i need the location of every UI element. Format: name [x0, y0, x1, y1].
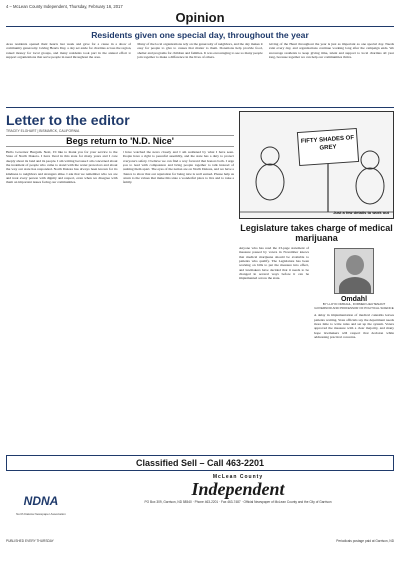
masthead: [6, 474, 394, 536]
editorial-section: [239, 111, 394, 451]
top-story-col-1: Area residents opened their hearts last week and gave for a cause in a show of community generosity. Giving Hearts Day, a day set aside for charities across the region, raised money for local groups, and many residents took part in the annual effort to support organizations that serve people in need throughout the area.: [6, 42, 132, 59]
editorial-body: [239, 246, 394, 451]
section-divider: [6, 107, 394, 108]
letter-col-2: I have watched the news closely and I am saddened by what I have seen. People have a right to peaceful assembly, and the state has a duty to protect everyone's safety. I believe we can find a way forward that honors both. I urge you to lead with compassion and bring people together to talk instead of pushing them apart. The eyes of the nation are on North Dakota, and we have a chance to show that our reputation for being nice is well earned. Please help us return to the values that make this state a wonderful place to live and to raise a family.: [122, 150, 234, 185]
editorial-cartoon: [239, 111, 394, 219]
masthead-center: [82, 474, 394, 536]
letter-section: [6, 111, 234, 451]
page-info: 4 – McLean County Independent, Thursday, February 16, 2017: [6, 4, 123, 9]
cartoon-caption: Just a few details to work out: [333, 210, 389, 216]
association-logo: [6, 474, 76, 536]
newspaper-page: [6, 4, 394, 563]
top-story-body: [6, 42, 394, 104]
masthead-county: McLean County: [212, 474, 264, 481]
page-footer: [6, 539, 394, 543]
author-column: [314, 246, 394, 451]
cartoon-drawing-icon: [240, 112, 394, 218]
author-photo: [334, 248, 374, 294]
masthead-details: PO Box 309, Garrison, ND 58540 · Phone 463-2201 · Fax 463-7487 · Official Newspaper of McLean County and the City of Garrison: [144, 500, 332, 505]
author-name: Omdahl: [340, 296, 368, 304]
section-title: Opinion: [6, 11, 394, 27]
author-meta: BY LLOYD OMDAHL, FORMER LIEUTENANT GOVERNOR AND PROFESSOR OF POLITICAL SCIENCE: [314, 302, 394, 310]
footer-right: Periodicals postage paid at Garrison, ND: [336, 539, 394, 544]
editorial-headline: Legislature takes charge of medical marijuana: [240, 223, 393, 244]
author-text: A delay in implementation of medical cannabis leaves patients waiting. State officials say the department needs more time to write rules and set up the system. Voters approved the measure with a clear majority, and many hope lawmakers will respect that decision while addressing practical concerns.: [314, 313, 394, 339]
top-story-headline: Residents given one special day, throughout the year: [91, 30, 309, 40]
classified-banner: Classified Sell – Call 463-2201: [6, 455, 394, 471]
letter-title: Letter to the editor: [6, 112, 130, 129]
letter-col-1: Hello Governor Burgum. Next, I'd like to thank you for your service to the State of North Dakota. I have lived in this state for many years and I care deeply about its land and its people. I am writing because I am concerned about the treatment of people who came to stand with the water protectors and about the way our state has responded. North Dakota has always been known for its kindness to neighbors and strangers alike. I ask that we remember who we are and treat every person with dignity and respect, even when we disagree with them on important issues facing our communities.: [6, 150, 118, 185]
footer-left: PUBLISHED EVERY THURSDAY: [6, 539, 54, 544]
letter-body: [6, 150, 234, 451]
masthead-name: Independent: [191, 479, 285, 500]
ndna-subtitle: North Dakota Newspaper Association: [16, 512, 66, 517]
editorial-col-1: Anyone who has read the 23-page statement of measure passed by voters in November knows that medical marijuana should be available to patients who qualify. The Legislature has been working on bills to put the measure into effect, and lawmakers have decided that it needs to be changed in several ways before it can be implemented across the state.: [239, 246, 309, 281]
letter-byline: TRACEY ELGHART | BISMARCK, CALIFORNIA: [6, 129, 80, 134]
ndna-logo: NDNA: [23, 494, 59, 509]
author-head-shape: [346, 255, 364, 275]
top-story-col-3: Giving of the Heart throughout the year is just as important as one special day. Needs exist every day, and organizations continue working long after the campaign ends. We encourage residents to keep giving time, talent and support to local charities all year long, because together we can help our communities thrive.: [268, 42, 394, 59]
lower-section: [6, 111, 394, 451]
cartoon-sign: FIFTY SHADES OF GREY: [297, 128, 359, 166]
letter-headline: Begs return to 'N.D. Nice': [6, 135, 234, 147]
author-body-shape: [339, 277, 371, 294]
top-story-col-2: Many of the local organizations rely on the generosity of neighbors, and the day makes it easy for people to give to causes that matter to them. Donations help provide food, shelter and programs for children and families. It was encouraging to see so many people join together to make a difference in the lives of others.: [137, 42, 263, 59]
